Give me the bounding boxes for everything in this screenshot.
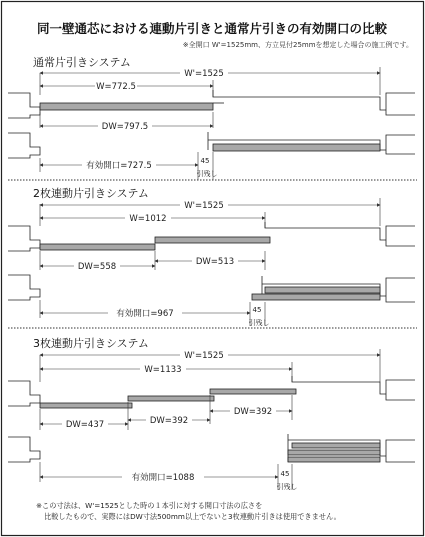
section-heading-2: 2枚連動片引きシステム (33, 187, 149, 200)
door-panel-open (292, 443, 380, 448)
title: 同一壁通芯における連動片引きと通常片引きの有効開口の比較 (36, 21, 388, 36)
opening-label: 有効開口=727.5 (86, 161, 152, 171)
opening-label: 有効開口=967 (116, 309, 174, 319)
leftover-num: 45 (252, 306, 262, 314)
dim-label: W=772.5 (96, 82, 136, 92)
section-heading-1: 通常片引きシステム (33, 56, 131, 69)
subtitle: ※全開口 W'=1525mm、方立見付25mmを想定した場合の施工例です。 (182, 41, 413, 49)
leftover-label: 引残し (248, 319, 270, 327)
door-panel-open (288, 457, 380, 462)
dim-label: W'=1525 (184, 351, 224, 361)
door-panel (40, 244, 155, 250)
dim-label: W=1133 (144, 365, 182, 375)
door-panel (40, 103, 213, 110)
section-heading-3: 3枚連動片引きシステム (33, 337, 149, 350)
leftover-label: 引残し (276, 483, 298, 491)
door-panel (40, 403, 132, 408)
dim-label: DW=437 (65, 420, 105, 430)
dim-label: DW=513 (195, 257, 235, 267)
footnote-line-2: 比較したもので、実際にはDW寸法500mm以上でないと3枚連動片引きは使用できません。 (44, 512, 341, 521)
door-panel-open (213, 144, 380, 151)
door-panel-open (265, 287, 380, 293)
dim-label: DW=797.5 (101, 122, 149, 132)
leftover-label: 引残し (196, 170, 218, 178)
dim-label: DW=392 (233, 407, 273, 417)
leftover-num: 45 (200, 157, 210, 165)
dim-label: DW=558 (77, 262, 117, 272)
dim-label: W'=1525 (184, 69, 224, 79)
door-panel-open (252, 294, 380, 300)
footnote-line-1: ※この寸法は、W'=1525とした時の１本引に対する開口寸法の広さを (36, 501, 263, 510)
dim-label: W'=1525 (184, 201, 224, 211)
door-panel-open (288, 450, 380, 455)
dim-label: W=1012 (129, 214, 167, 224)
door-panel (210, 389, 296, 394)
dim-label: DW=392 (149, 416, 189, 426)
door-panel (155, 237, 270, 243)
wall-right (213, 90, 415, 115)
door-panel (128, 396, 214, 401)
wall-left (8, 93, 40, 118)
opening-label: 有効開口=1088 (131, 473, 195, 483)
leftover-num: 45 (280, 470, 290, 478)
